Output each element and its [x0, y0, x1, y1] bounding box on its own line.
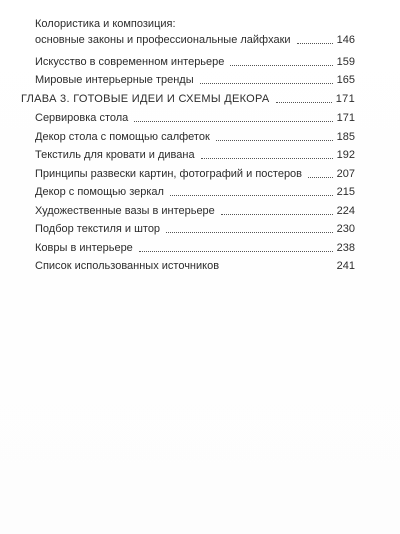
toc-page-number: 215: [336, 186, 355, 198]
toc-page-number: 230: [336, 223, 355, 235]
toc-entry-napkins: [35, 130, 355, 144]
toc-entry-title-line-1: Колористика и композиция:: [35, 18, 176, 30]
toc-entry-title: Список использованных источников: [35, 260, 220, 272]
toc-page-number: 171: [335, 93, 355, 105]
dot-leader: [308, 177, 333, 178]
toc-entry-title: Ковры в интерьере: [35, 242, 133, 254]
toc-entry-title: основные законы и профессиональные лайфхаки: [35, 34, 291, 46]
toc-entry-vases: [35, 204, 355, 218]
toc-page-number: 185: [336, 131, 355, 143]
dot-leader: [139, 251, 333, 252]
dot-leader: [170, 195, 333, 196]
toc-entry-title: Мировые интерьерные тренды: [35, 74, 194, 86]
dot-leader: [216, 140, 333, 141]
toc-entry-title: Текстиль для кровати и дивана: [35, 149, 195, 161]
toc-chapter-3: [21, 92, 355, 106]
dot-leader: [221, 214, 333, 215]
toc-entry-title: Принципы развески картин, фотографий и постеров: [35, 168, 303, 180]
dot-leader: [201, 158, 333, 159]
dot-leader: [200, 83, 333, 84]
toc-entry-art: [35, 55, 355, 69]
toc-entry-bed-textile: [35, 148, 355, 162]
toc-page-number: 171: [336, 112, 355, 124]
toc-entry-curtains: [35, 222, 355, 236]
toc-entry-trends: [35, 73, 355, 87]
dot-leader: [230, 65, 332, 66]
toc-entry-title: Сервировка стола: [35, 112, 129, 124]
toc-page-number: 207: [336, 168, 355, 180]
toc-page-number: 238: [336, 242, 355, 254]
toc-entry-title: Декор стола с помощью салфеток: [35, 131, 210, 143]
toc-page-number: 159: [336, 56, 355, 68]
toc-chapter-title: ГЛАВА 3. ГОТОВЫЕ ИДЕИ И СХЕМЫ ДЕКОРА: [21, 93, 270, 105]
toc-page-number: 241: [336, 260, 355, 272]
toc-entry-hanging-pictures: [35, 167, 355, 181]
dot-leader: [225, 269, 333, 270]
dot-leader: [297, 43, 333, 44]
toc-entry-title: Декор с помощью зеркал: [35, 186, 164, 198]
toc-entry-title: Искусство в современном интерьере: [35, 56, 225, 68]
toc-entry-title: Подбор текстиля и штор: [35, 223, 161, 235]
toc-page-number: 224: [336, 205, 355, 217]
dot-leader: [166, 232, 333, 233]
dot-leader: [276, 102, 332, 103]
toc-page-number: 192: [336, 149, 355, 161]
toc-page-number: 146: [336, 34, 355, 46]
toc-entry-table-setting: [35, 111, 355, 125]
dot-leader: [134, 121, 332, 122]
toc-entry-sources: [35, 259, 355, 273]
toc-entry-carpets: [35, 241, 355, 255]
toc-entry-coloristics: [35, 17, 355, 47]
toc-entry-title: Художественные вазы в интерьере: [35, 205, 215, 217]
toc-page-number: 165: [336, 74, 355, 86]
toc-entry-mirrors: [35, 185, 355, 199]
